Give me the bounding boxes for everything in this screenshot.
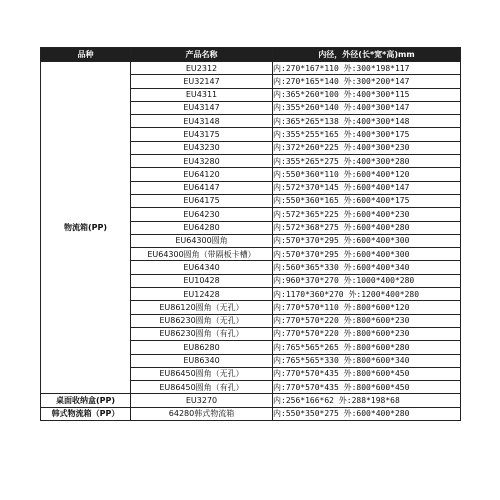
product-name-cell: EU86340: [131, 354, 273, 367]
product-name-cell: EU64120: [131, 168, 273, 181]
dimensions-cell: 内:1170*360*270 外:1200*400*280: [273, 288, 461, 301]
dimensions-cell: 内:550*360*165 外:600*400*175: [273, 194, 461, 207]
header-category: 品种: [41, 48, 131, 62]
product-name-cell: EU10428: [131, 274, 273, 287]
dimensions-cell: 内:270*167*110 外:300*198*117: [273, 62, 461, 75]
table-row: [41, 62, 461, 75]
product-name-cell: 64280韩式物流箱: [131, 407, 273, 420]
table-body: [41, 62, 461, 421]
dimensions-cell: 内:372*260*225 外:400*300*230: [273, 141, 461, 154]
dimensions-cell: 内:572*370*145 外:600*400*147: [273, 181, 461, 194]
dimensions-cell: 内:770*570*220 外:800*600*230: [273, 314, 461, 327]
product-name-cell: EU86450圆角（无孔）: [131, 367, 273, 380]
dimensions-cell: 内:765*565*330 外:800*600*340: [273, 354, 461, 367]
product-name-cell: EU2312: [131, 62, 273, 75]
table-header: [41, 48, 461, 62]
product-name-cell: EU64300圆角: [131, 234, 273, 247]
product-name-cell: EU12428: [131, 288, 273, 301]
dimensions-cell: 内:355*255*165 外:400*300*175: [273, 128, 461, 141]
product-name-cell: EU86230圆角（无孔）: [131, 314, 273, 327]
header-dimensions: 内径，外径(长*宽*高)mm: [273, 48, 461, 62]
dimensions-cell: 内:765*565*265 外:800*600*280: [273, 341, 461, 354]
product-name-cell: EU64300圆角（带隔板卡槽）: [131, 248, 273, 261]
product-name-cell: EU4311: [131, 88, 273, 101]
product-name-cell: EU43280: [131, 155, 273, 168]
header-product-name: 产品名称: [131, 48, 273, 62]
category-cell: 桌面收纳盒(PP): [41, 394, 131, 407]
dimensions-cell: 内:355*265*275 外:400*300*280: [273, 155, 461, 168]
product-name-cell: EU43175: [131, 128, 273, 141]
dimensions-cell: 内:270*165*140 外:300*200*147: [273, 75, 461, 88]
dimensions-cell: 内:256*166*62 外:288*198*68: [273, 394, 461, 407]
product-name-cell: EU86230圆角（有孔）: [131, 327, 273, 340]
dimensions-cell: 内:770*570*110 外:800*600*120: [273, 301, 461, 314]
dimensions-cell: 内:550*350*275 外:600*400*280: [273, 407, 461, 420]
product-name-cell: EU43148: [131, 115, 273, 128]
dimensions-cell: 内:572*368*275 外:600*400*280: [273, 221, 461, 234]
category-cell: 韩式物流箱（PP）: [41, 407, 131, 420]
dimensions-cell: 内:560*365*330 外:600*400*340: [273, 261, 461, 274]
header-row: [41, 48, 461, 62]
dimensions-cell: 内:572*365*225 外:600*400*230: [273, 208, 461, 221]
dimensions-cell: 内:570*370*295 外:600*400*300: [273, 248, 461, 261]
product-name-cell: EU64175: [131, 194, 273, 207]
dimensions-cell: 内:960*370*270 外:1000*400*280: [273, 274, 461, 287]
dimensions-cell: 内:770*570*220 外:800*600*230: [273, 327, 461, 340]
dimensions-cell: 内:770*570*435 外:800*600*450: [273, 367, 461, 380]
dimensions-cell: 内:355*260*140 外:400*300*147: [273, 101, 461, 114]
product-name-cell: EU64280: [131, 221, 273, 234]
dimensions-cell: 内:550*360*110 外:600*400*120: [273, 168, 461, 181]
table-row: [41, 394, 461, 407]
dimensions-cell: 内:770*570*435 外:800*600*450: [273, 381, 461, 394]
dimensions-cell: 内:365*260*100 外:400*300*115: [273, 88, 461, 101]
spec-table: [40, 47, 461, 421]
product-name-cell: EU32147: [131, 75, 273, 88]
product-name-cell: EU43230: [131, 141, 273, 154]
dimensions-cell: 内:570*370*295 外:600*400*300: [273, 234, 461, 247]
product-name-cell: EU64147: [131, 181, 273, 194]
product-name-cell: EU64230: [131, 208, 273, 221]
spec-table-container: [40, 47, 460, 421]
product-name-cell: EU86280: [131, 341, 273, 354]
category-cell: 物流箱(PP): [41, 62, 131, 394]
table-row: [41, 407, 461, 420]
product-name-cell: EU86450圆角（有孔）: [131, 381, 273, 394]
product-name-cell: EU43147: [131, 101, 273, 114]
product-name-cell: EU3270: [131, 394, 273, 407]
product-name-cell: EU64340: [131, 261, 273, 274]
product-name-cell: EU86120圆角（无孔）: [131, 301, 273, 314]
dimensions-cell: 内:365*265*138 外:400*300*148: [273, 115, 461, 128]
